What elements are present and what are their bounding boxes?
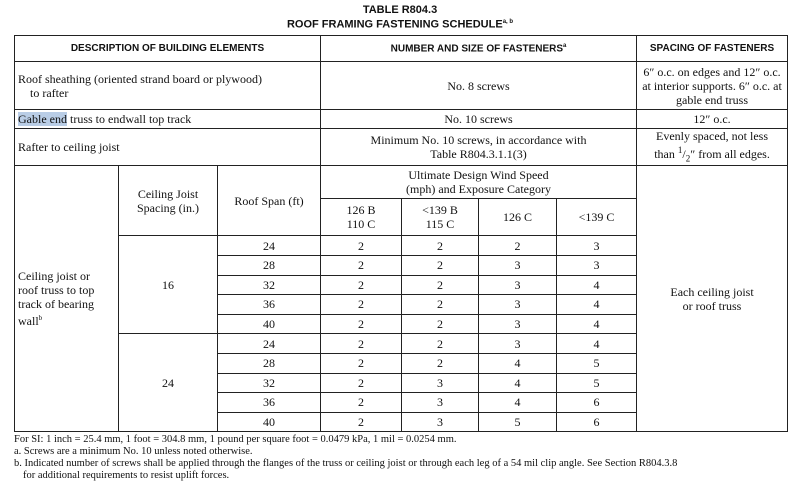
fastening-schedule-table [14, 35, 788, 432]
roof-span-value: 40 [218, 314, 321, 334]
rafter-desc: Rafter to ceiling joist [15, 129, 321, 166]
screw-count: 4 [479, 373, 557, 393]
screw-count: 4 [557, 314, 637, 334]
gable-end-spacing: 12″ o.c. [637, 110, 788, 129]
roof-span-value: 36 [218, 393, 321, 413]
screw-count: 3 [479, 295, 557, 315]
table-caption: ROOF FRAMING FASTENING SCHEDULE$^{a, b}$ [286, 18, 514, 31]
roof-span-value: 24 [218, 236, 321, 256]
screw-count: 3 [402, 373, 479, 393]
wind-col-header: 126 B 110 C [321, 199, 402, 236]
screw-count: 3 [557, 236, 637, 256]
screw-count: 3 [479, 275, 557, 295]
ceiling-joist-header-row [15, 166, 788, 199]
screw-count: 2 [321, 373, 402, 393]
screw-count: 3 [479, 314, 557, 334]
screw-count: 2 [479, 236, 557, 256]
roof-span-value: 32 [218, 275, 321, 295]
screw-count: 2 [402, 275, 479, 295]
screw-count: 2 [402, 334, 479, 354]
footnote-b: b. Indicated number of screws shall be applied through the flanges of the truss or ceiling joist or through each leg of a 54 mil clip angle. See Section R804.3.8 [14, 458, 678, 469]
table-number: TABLE R804.3 [362, 4, 438, 16]
screw-count: 3 [402, 393, 479, 413]
joist-spacing-value: 16 [119, 236, 218, 334]
gable-end-fasteners: No. 10 screws [321, 110, 637, 129]
screw-count: 4 [479, 353, 557, 373]
screw-count: 2 [321, 412, 402, 432]
joist-spacing-value: 24 [119, 334, 218, 432]
header-row [15, 36, 788, 62]
roof-sheathing-fasteners: No. 8 screws [321, 62, 637, 110]
screw-count: 5 [479, 412, 557, 432]
screw-count: 2 [321, 334, 402, 354]
screw-count: 2 [402, 295, 479, 315]
screw-count: 2 [321, 393, 402, 413]
screw-count: 2 [321, 236, 402, 256]
screw-count: 4 [557, 275, 637, 295]
screw-count: 2 [402, 314, 479, 334]
rafter-fasteners: Minimum No. 10 screws, in accordance with Table R804.3.1.1(3) [321, 129, 637, 166]
screw-count: 5 [557, 353, 637, 373]
roof-span-value: 24 [218, 334, 321, 354]
screw-count: 2 [321, 353, 402, 373]
wind-speed-header: Ultimate Design Wind Speed (mph) and Exposure Category [321, 166, 637, 199]
wind-col-header: <139 C [557, 199, 637, 236]
screw-count: 3 [479, 334, 557, 354]
wind-col-header: 126 C [479, 199, 557, 236]
screw-count: 2 [321, 314, 402, 334]
screw-count: 2 [402, 236, 479, 256]
ceiling-joist-fastener-spacing: Each ceiling joist or roof truss [637, 166, 788, 432]
screw-count: 4 [479, 393, 557, 413]
gable-end-desc: Gable end truss to endwall top track [15, 110, 321, 129]
screw-count: 2 [402, 255, 479, 275]
footnote-a: a. Screws are a minimum No. 10 unless noted otherwise. [14, 446, 253, 457]
row-gable-end [15, 110, 788, 129]
screw-count: 3 [557, 255, 637, 275]
header-description: DESCRIPTION OF BUILDING ELEMENTS [15, 36, 321, 62]
roof-span-value: 40 [218, 412, 321, 432]
screw-count: 2 [321, 275, 402, 295]
screw-count: 2 [321, 255, 402, 275]
text-selection-highlight[interactable]: Gable end [18, 112, 67, 126]
roof-span-value: 36 [218, 295, 321, 315]
roof-span-value: 32 [218, 373, 321, 393]
row-rafter [15, 129, 788, 166]
table-footnotes [14, 434, 794, 482]
screw-count: 2 [402, 353, 479, 373]
table-title [0, 4, 800, 32]
screw-count: 2 [321, 295, 402, 315]
header-spacing: SPACING OF FASTENERS [637, 36, 788, 62]
rafter-spacing: Evenly spaced, not less than $^1/_2''$ from all edges. [637, 129, 788, 166]
screw-count: 6 [557, 412, 637, 432]
screw-count: 6 [557, 393, 637, 413]
ceiling-joist-desc: Ceiling joist or roof truss to top track of bearing wall$^b$ [15, 166, 119, 432]
roof-span-value: 28 [218, 255, 321, 275]
roof-sheathing-desc: Roof sheathing (oriented strand board or plywood) to rafter [15, 62, 321, 110]
screw-count: 3 [479, 255, 557, 275]
screw-count: 4 [557, 334, 637, 354]
screw-count: 3 [402, 412, 479, 432]
roof-span-value: 28 [218, 353, 321, 373]
screw-count: 5 [557, 373, 637, 393]
wind-col-header: <139 B 115 C [402, 199, 479, 236]
roof-sheathing-spacing: 6″ o.c. on edges and 12″ o.c. at interior supports. 6″ o.c. at gable end truss [637, 62, 788, 110]
row-roof-sheathing [15, 62, 788, 110]
header-number-size: NUMBER AND SIZE OF FASTENERS$^a$ [321, 36, 637, 62]
screw-count: 4 [557, 295, 637, 315]
ceiling-joist-spacing-header: Ceiling Joist Spacing (in.) [119, 166, 218, 236]
si-conversion-note: For SI: 1 inch = 25.4 mm, 1 foot = 304.8 mm, 1 pound per square foot = 0.0479 kPa, 1 mil = 0.0254 mm. [14, 434, 457, 445]
roof-span-header: Roof Span (ft) [218, 166, 321, 236]
footnote-b-continued: for additional requirements to resist uplift forces. [23, 470, 230, 481]
